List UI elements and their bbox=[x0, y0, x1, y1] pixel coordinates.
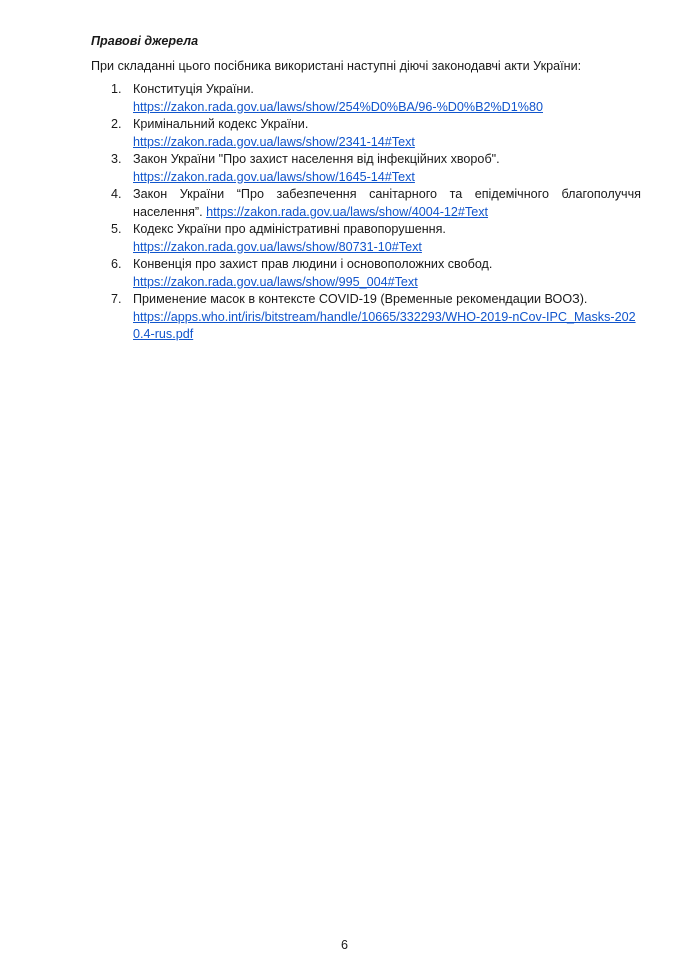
list-item bbox=[91, 186, 641, 221]
source-link[interactable]: https://zakon.rada.gov.ua/laws/show/80731-10#Text bbox=[133, 239, 422, 254]
item-number: 2. bbox=[111, 117, 122, 131]
item-paragraph bbox=[133, 186, 641, 221]
intro-paragraph: При складанні цього посібника використані наступні діючі законодавчі акти України: bbox=[91, 59, 582, 73]
item-title: Конституція України. bbox=[133, 82, 254, 96]
section-heading: Правові джерела bbox=[91, 34, 199, 48]
item-number: 5. bbox=[111, 222, 122, 236]
list-item bbox=[91, 291, 641, 344]
list-item bbox=[91, 256, 641, 291]
item-number: 1. bbox=[111, 82, 122, 96]
source-link[interactable]: https://zakon.rada.gov.ua/laws/show/1645-14#Text bbox=[133, 169, 415, 184]
source-link[interactable]: https://zakon.rada.gov.ua/laws/show/4004-12#Text bbox=[206, 204, 489, 219]
item-title: Применение масок в контексте COVID-19 (Временные рекомендации ВООЗ). bbox=[133, 292, 588, 306]
item-title: Кодекс України про адміністративні правопорушення. bbox=[133, 222, 446, 236]
item-number: 3. bbox=[111, 152, 122, 166]
source-link[interactable]: https://zakon.rada.gov.ua/laws/show/995_004#Text bbox=[133, 274, 418, 289]
item-number: 6. bbox=[111, 257, 122, 271]
item-title: Закон України “Про забезпечення санітарного та епідемічного благополуччя населення”. bbox=[133, 187, 641, 219]
item-number: 7. bbox=[111, 292, 122, 306]
item-title: Кримінальний кодекс України. bbox=[133, 117, 309, 131]
source-link[interactable]: https://zakon.rada.gov.ua/laws/show/254%D0%BA/96-%D0%B2%D1%80 bbox=[133, 99, 543, 114]
item-number: 4. bbox=[111, 187, 122, 201]
list-item bbox=[91, 221, 641, 256]
list-item bbox=[91, 151, 641, 186]
legal-sources-list bbox=[91, 81, 641, 344]
item-title: Конвенція про захист прав людини і основоположних свобод. bbox=[133, 257, 493, 271]
source-link[interactable]: https://zakon.rada.gov.ua/laws/show/2341-14#Text bbox=[133, 134, 415, 149]
list-item bbox=[91, 116, 641, 151]
list-item bbox=[91, 81, 641, 116]
item-title: Закон України "Про захист населення від інфекційних хвороб". bbox=[133, 152, 500, 166]
page-number: 6 bbox=[340, 938, 348, 952]
source-link[interactable]: https://apps.who.int/iris/bitstream/handle/10665/332293/WHO-2019-nCov-IPC_Masks-2020.4-rus.pdf bbox=[133, 309, 636, 341]
